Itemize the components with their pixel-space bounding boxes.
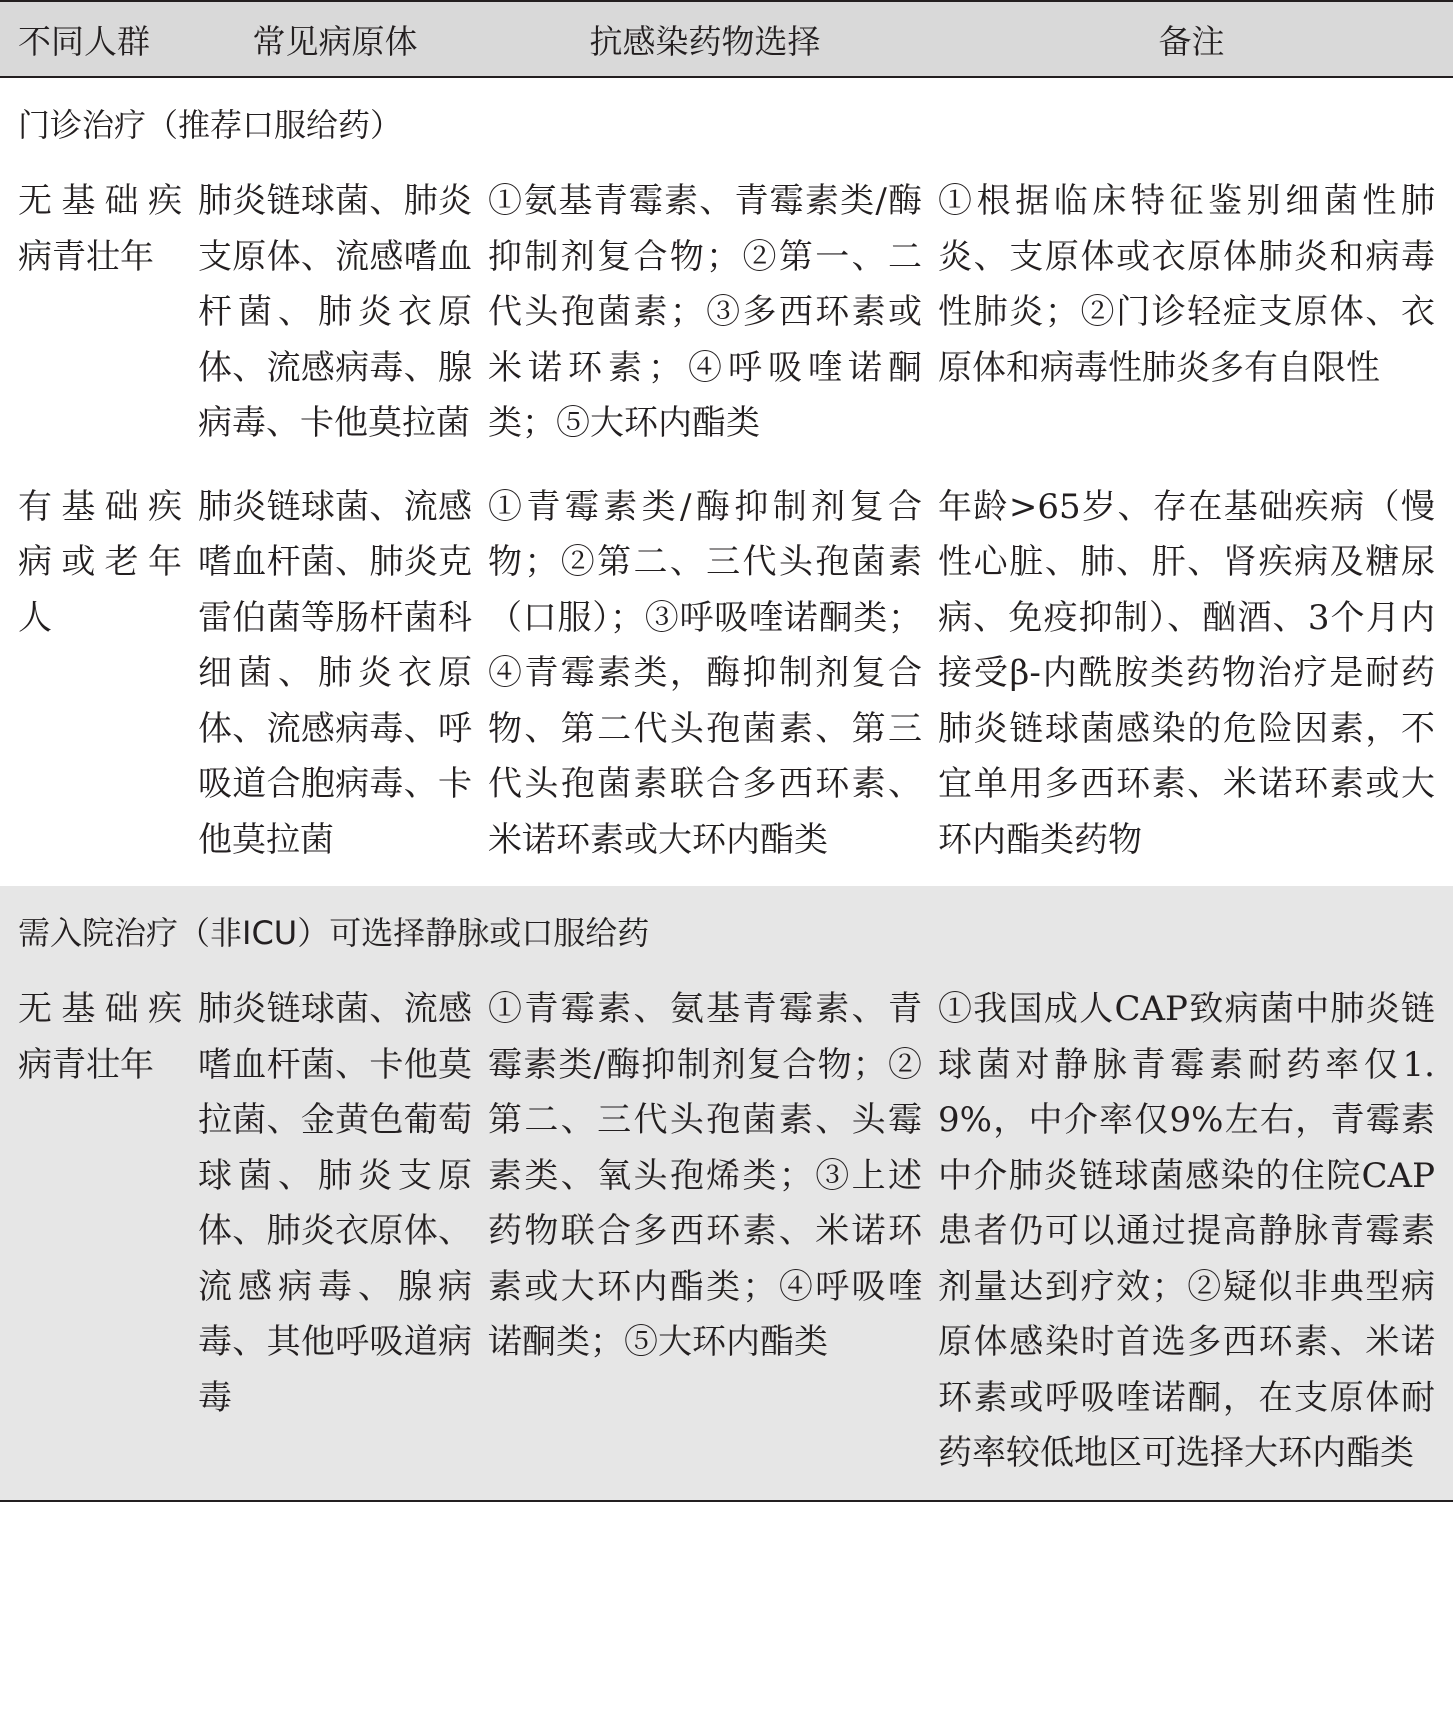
cell-population: 无基础疾病青壮年 [18,181,182,277]
section-title-outpatient: 门诊治疗（推荐口服给药） [18,106,403,144]
table-row [0,972,1453,1501]
cell-drugs: ①青霉素、氨基青霉素、青霉素类/酶抑制剂复合物；②第二、三代头孢菌素、头霉素类、氧头孢烯类；③上述药物联合多西环素、米诺环素或大环内酯类；④呼吸喹诺酮类；⑤大环内酯类 [480,972,930,1501]
cell-pathogens: 肺炎链球菌、流感嗜血杆菌、卡他莫拉菌、金黄色葡萄球菌、肺炎支原体、肺炎衣原体、流感病毒、腺病毒、其他呼吸道病毒 [190,972,480,1501]
cell-notes: ①我国成人CAP致病菌中肺炎链球菌对静脉青霉素耐药率仅1.9%，中介率仅9%左右，青霉素中介肺炎链球菌感染的住院CAP患者仍可以通过提高静脉青霉素剂量达到疗效；②疑似非典型病原体感染时首选多西环素、米诺环素或呼吸喹诺酮，在支原体耐药率较低地区可选择大环内酯类 [930,972,1453,1501]
header-pathogens: 常见病原体 [190,1,480,77]
table-header [0,1,1453,77]
section-inpatient-row [0,886,1453,972]
header-notes: 备注 [930,1,1453,77]
header-drug-choice: 抗感染药物选择 [480,1,930,77]
cell-pathogens: 肺炎链球菌、流感嗜血杆菌、肺炎克雷伯菌等肠杆菌科细菌、肺炎衣原体、流感病毒、呼吸道合胞病毒、卡他莫拉菌 [198,486,472,860]
cell-population: 有基础疾病或老年人 [18,486,182,638]
table-row [0,164,1453,470]
cell-drugs: ①青霉素类/酶抑制剂复合物；②第二、三代头孢菌素（口服）；③呼吸喹诺酮类；④青霉素类，酶抑制剂复合物、第二代头孢菌素、第三代头孢菌素联合多西环素、米诺环素或大环内酯类 [488,486,922,860]
header-population: 不同人群 [0,1,190,77]
header-row [0,1,1453,77]
cell-notes: ①根据临床特征鉴别细菌性肺炎、支原体或衣原体肺炎和病毒性肺炎；②门诊轻症支原体、衣原体和病毒性肺炎多有自限性 [938,181,1435,388]
section-title-inpatient: 需入院治疗（非ICU）可选择静脉或口服给药 [0,886,1453,972]
cell-population: 无基础疾病青壮年 [0,972,190,1501]
cell-notes: 年龄>65岁、存在基础疾病（慢性心脏、肺、肝、肾疾病及糖尿病、免疫抑制）、酗酒、3个月内接受β-内酰胺类药物治疗是耐药肺炎链球菌感染的危险因素，不宜单用多西环素、米诺环素或大环内酯类药物 [938,486,1435,860]
table-body [0,77,1453,1501]
table-row [0,470,1453,887]
cell-pathogens: 肺炎链球菌、肺炎支原体、流感嗜血杆菌、肺炎衣原体、流感病毒、腺病毒、卡他莫拉菌 [198,181,472,443]
section-outpatient-row [0,77,1453,164]
cell-drugs: ①氨基青霉素、青霉素类/酶抑制剂复合物；②第一、二代头孢菌素；③多西环素或米诺环素；④呼吸喹诺酮类；⑤大环内酯类 [488,181,922,443]
